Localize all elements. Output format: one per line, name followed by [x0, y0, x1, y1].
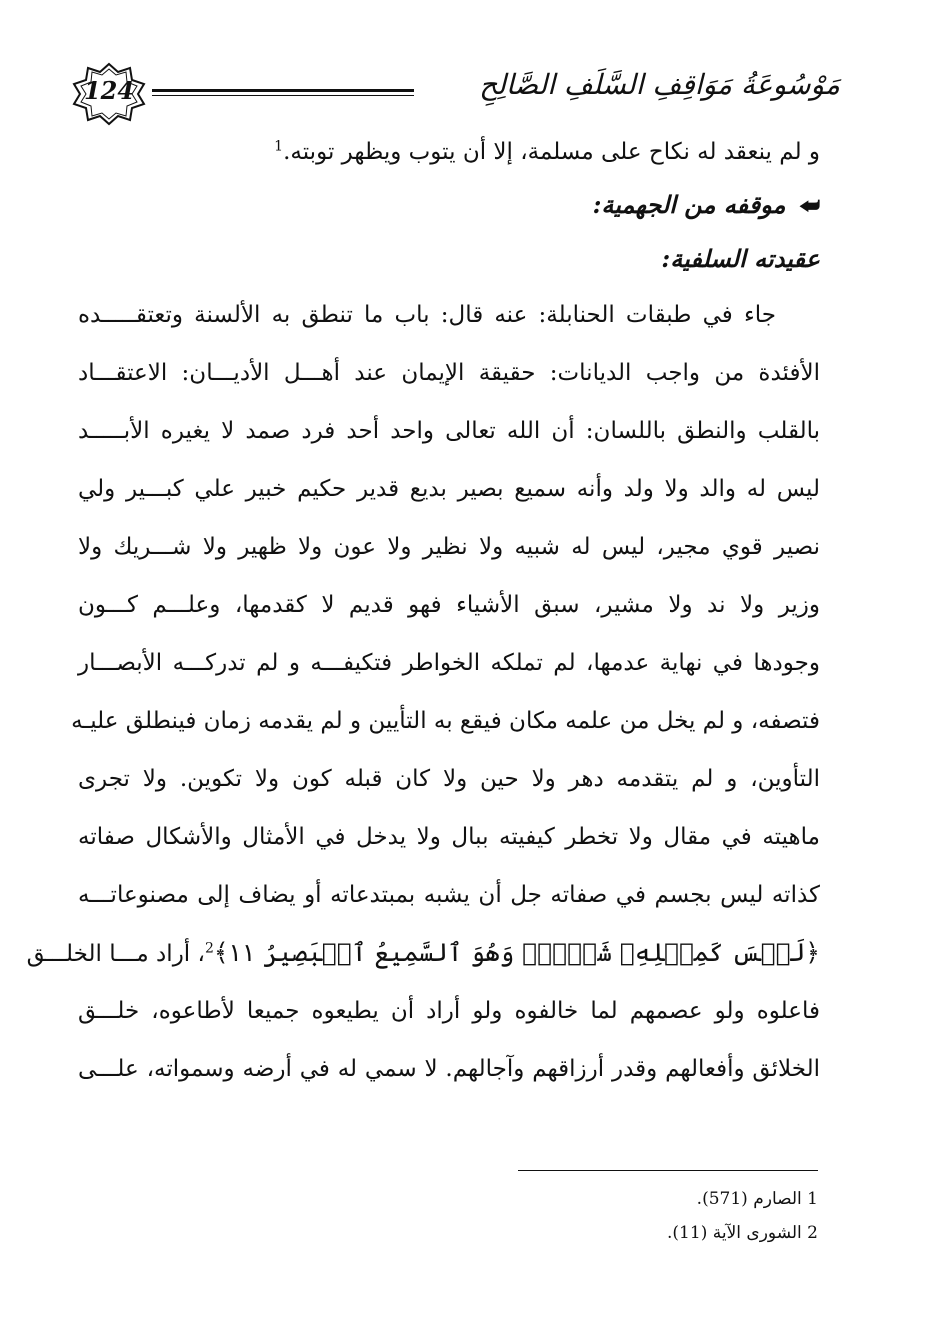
paragraph-line: ماهيته في مقال ولا تخطر كيفيته ببال ولا يدخل في الأمثال والأشكال صفاته	[78, 824, 820, 850]
subsection-heading: عقيدته السلفية:	[661, 244, 820, 273]
paragraph-line: فاعلوه ولو عصمهم لما خالفوه ولو أراد أن يطيعوه جميعا لأطاعوه، خلـــق	[78, 998, 820, 1024]
page-number-badge	[70, 62, 148, 126]
quran-line-tail: ، أراد مـــا الخلـــق	[26, 941, 205, 967]
footnotes	[518, 1182, 818, 1250]
text-line	[78, 126, 820, 178]
footnote: 1 الصارم (571).	[696, 1189, 818, 1209]
section-heading	[78, 178, 820, 232]
quran-verse: ﴿لَيۡسَ كَمِثۡلِهِۦ شَيۡءٞۖ وَهُوَ ٱلسَّمِيعُ ٱلۡبَصِيرُ ١١﴾	[213, 938, 820, 967]
paragraph-line: بالقلب والنطق باللسان: أن الله تعالى واحد أحد فرد صمد لا يغيره الأبـــــد	[78, 418, 820, 444]
paragraph-line: كذاته ليس بجسم في صفاته جل أن يشبه بمبتدعاته أو يضاف إلى مصنوعاتـــه	[78, 882, 820, 908]
main-text	[26, 126, 821, 1098]
paragraph-line: نصير قوي مجير، ليس له شبيه ولا نظير ولا عون ولا ظهير ولا شـــريك ولا	[78, 534, 820, 560]
quran-verse-line	[26, 924, 820, 982]
paragraph-line: فتصفه، و لم يخل من علمه مكان فيقع به التأيين و لم يقدمه زمان فينطلق عليـه	[71, 708, 820, 734]
paragraph-line: التأوين، و لم يتقدمه دهر ولا حين ولا كان قبله كون ولا تكوين. ولا تجرى	[78, 766, 820, 792]
page-number: 124	[83, 76, 135, 105]
paragraph-line: وزير ولا ند ولا مشير، سبق الأشياء فهو قديم لا كقدمها، وعلـــم كـــون	[78, 592, 820, 618]
paragraph-line: جاء في طبقات الحنابلة: عنه قال: باب ما تنطق به الألسنة وتعتقـــــده	[78, 302, 776, 328]
section-heading-text: موقفه من الجهمية:	[592, 190, 786, 219]
paragraph-line: ليس له والد ولا ولد وأنه سميع بصير بديع قدير حكيم خبير علي كبـــير ولي	[78, 476, 820, 502]
footnote-divider	[518, 1170, 818, 1171]
paragraph-line: الخلائق وأفعالهم وقدر أرزاقهم وآجالهم. لا سمي له في أرضه وسمواته، علـــى	[78, 1056, 820, 1082]
footnote: 2 الشورى الآية (11).	[667, 1223, 818, 1243]
paragraph-line: الأفئدة من واجب الديانات: حقيقة الإيمان عند أهـــل الأديـــان: الاعتقـــاد	[78, 360, 821, 386]
footnote-ref: 1	[274, 138, 284, 155]
footnote-ref: 2	[204, 940, 214, 957]
page-header	[70, 62, 840, 126]
paragraph-line: وجودها في نهاية عدمها، لم تملكه الخواطر فتكيفـــه و لم تدركـــه الأبصـــار	[78, 650, 820, 676]
header-rule	[152, 89, 414, 99]
book-title: مَوْسُوعَةُ مَوَاقِفِ السَّلَفِ الصَّالِحِ	[479, 68, 840, 101]
text-line-body: و لم ينعقد له نكاح على مسلمة، إلا أن يتوب ويظهر توبته.	[283, 139, 820, 165]
arrow-bullet-icon: ⮨	[799, 193, 820, 219]
